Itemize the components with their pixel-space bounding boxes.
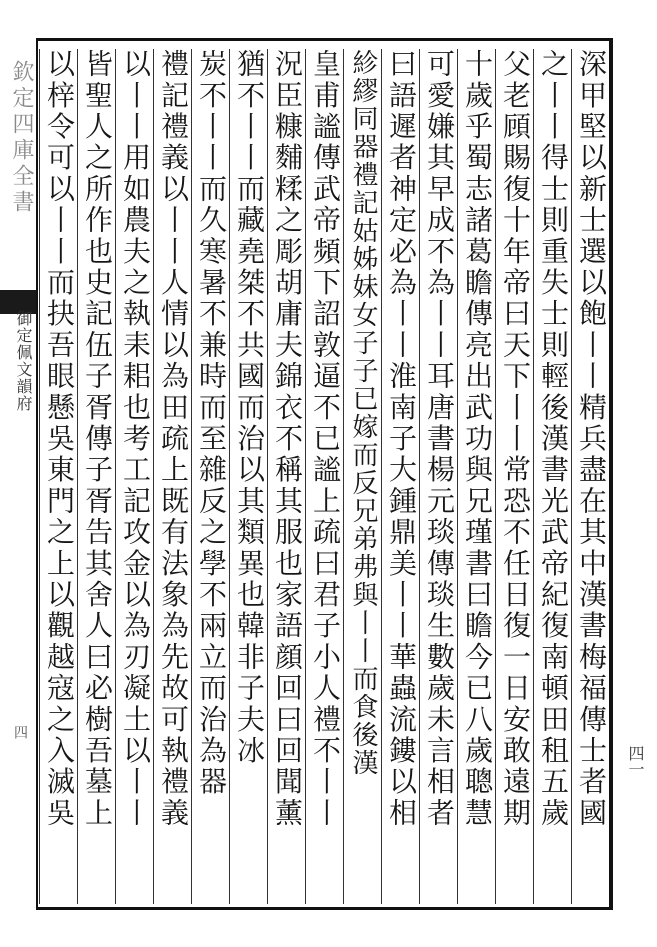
text-frame	[36, 38, 613, 910]
edge-book-title: 御定佩文韻府	[14, 310, 33, 412]
edge-series-title: 欽定四庫全書	[9, 60, 34, 216]
text-column-3: 父老頋賜復十年帝曰天下丨丨常恐不任日復一日安敢遠期	[495, 49, 533, 904]
page-number: 四一	[626, 745, 645, 777]
text-column-10: 猶不丨丨而藏堯桀不共國而治以其類異也韓非子夫冰	[229, 49, 267, 904]
text-column-5: 可愛嫌其早成不為丨丨耳唐書楊元琰傳琰生數歲未言相者	[419, 49, 457, 904]
text-column-9: 況臣糠麱糅之彫胡庸夫錦衣不稱其服也家語顔回曰回聞薰	[267, 49, 305, 904]
text-column-15: 以梓令可以丨丨而抉吾眼懸吳東門之上以觀越寇之入滅吳	[39, 49, 77, 904]
text-column-14: 皆聖人之所作也史記伍子胥傳子胥告其舍人曰必樹吾墓上	[77, 49, 115, 904]
text-column-13: 以丨丨用如農夫之執耒耜也考工記攻金以為刃凝土以丨丨	[115, 49, 153, 904]
text-column-8: 皇甫謐傳武帝頻下詔敦逼不已謐上疏曰君子小人禮不丨丨	[305, 49, 343, 904]
text-column-12: 禮記禮義以丨丨人情以為田疏上既有法象為先故可執禮義	[153, 49, 191, 904]
edge-page-marker: 四	[12, 725, 28, 739]
text-column-7: 紾繆同器禮記姑姊妹女子子已嫁而反兄弟弗與丨丨而食後漢	[343, 49, 381, 904]
text-column-1: 深甲堅以新士選以飽丨丨精兵盡在其中漢書梅福傳士者國	[571, 49, 609, 904]
text-column-2: 之丨丨得士則重失士則輕後漢書光武帝紀復南頓田租五歲	[533, 49, 571, 904]
left-margin	[0, 0, 38, 947]
text-column-6: 曰語遲者神定必為丨丨淮南子大鍾鼎美丨丨華蟲流鏤以相	[381, 49, 419, 904]
text-column-11: 炭不丨丨而久寒暑不兼時而至雜反之學不兩立而治為器	[191, 49, 229, 904]
text-column-4: 十歲乎蜀志諸葛瞻傳亮出武功與兄瑾書曰瞻今已八歲聰慧	[457, 49, 495, 904]
